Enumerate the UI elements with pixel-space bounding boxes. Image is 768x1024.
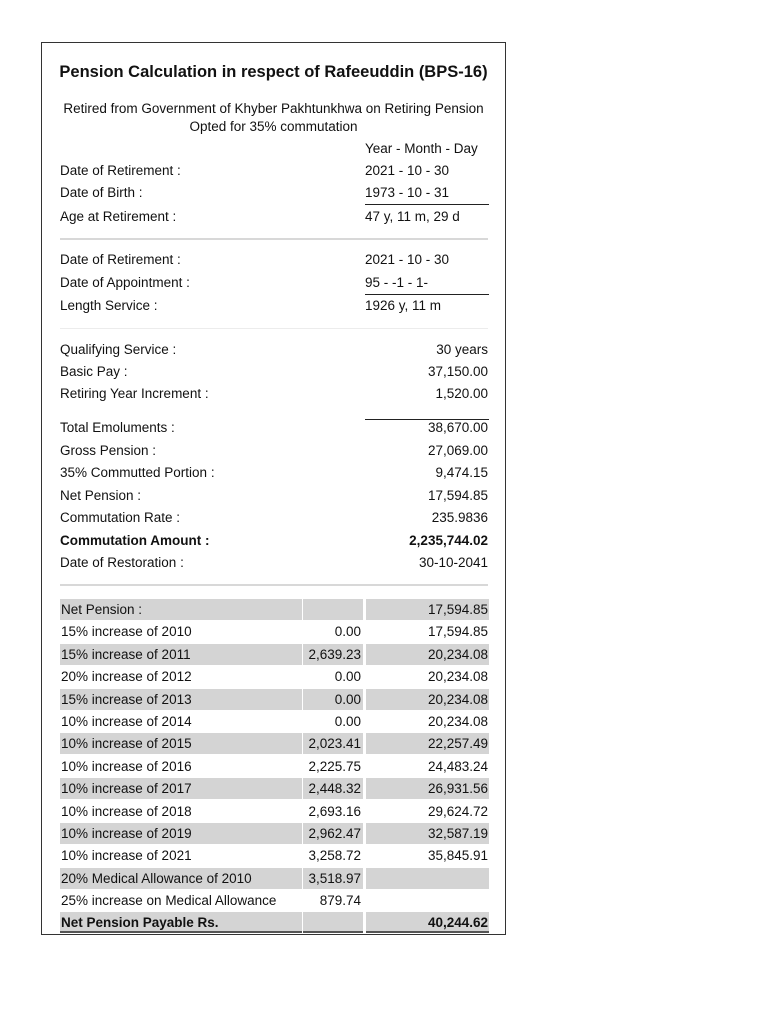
row-label: 10% increase of 2018 — [61, 803, 192, 819]
row-increase: 0.00 — [334, 713, 361, 729]
label: Length Service : — [60, 298, 158, 313]
row-increase: 0.00 — [334, 624, 361, 640]
row-label: 10% increase of 2014 — [61, 713, 192, 729]
table-row — [60, 711, 490, 733]
row-increase: 0.00 — [303, 689, 363, 710]
row-label: 15% increase of 2013 — [60, 689, 302, 710]
row-increase: 2,693.16 — [308, 803, 361, 819]
birth-row — [60, 182, 488, 204]
row-total: 17,594.85 — [427, 624, 488, 640]
label: Date of Retirement : — [60, 163, 181, 178]
subtitle-line-2: Opted for 35% commutation — [189, 119, 358, 134]
value: 30-10-2041 — [418, 555, 488, 570]
table-row — [60, 890, 490, 912]
table-row — [60, 823, 490, 845]
label: Date of Appointment : — [60, 275, 190, 290]
table-row — [60, 868, 490, 890]
value: 17,594.85 — [427, 488, 488, 503]
section-divider — [60, 584, 488, 586]
row-total: 32,587.19 — [366, 823, 489, 844]
row-total: 20,234.08 — [427, 669, 488, 685]
row-label: 10% increase of 2015 — [60, 733, 302, 754]
value: 2021 - 10 - 30 — [365, 252, 450, 267]
table-row — [60, 733, 490, 755]
age-result-row — [60, 206, 488, 228]
value: 30 years — [436, 342, 488, 357]
row-total — [366, 868, 489, 889]
label: Qualifying Service : — [60, 342, 177, 357]
row-label: 20% increase of 2012 — [61, 669, 192, 685]
label: Date of Retirement : — [60, 252, 181, 267]
row-label: Net Pension Payable Rs. — [60, 912, 302, 933]
table-row — [60, 778, 490, 800]
table-row — [60, 599, 490, 621]
year-month-day-header: Year - Month - Day — [365, 141, 478, 156]
table-row — [60, 644, 490, 666]
increment-row — [60, 383, 488, 405]
label: Net Pension : — [60, 488, 142, 503]
gross-pension-row — [60, 440, 488, 462]
row-label: 20% Medical Allowance of 2010 — [60, 868, 302, 889]
row-increase: 2,225.75 — [308, 758, 361, 774]
row-increase — [303, 912, 363, 933]
value: 47 y, 11 m, 29 d — [365, 209, 460, 224]
label: Commutation Amount : — [60, 533, 210, 548]
length-service-row — [60, 295, 488, 317]
row-increase: 2,448.32 — [303, 778, 363, 799]
commutation-amount-row — [60, 530, 488, 552]
document-title: Pension Calculation in respect of Rafeeuddin (BPS-16) — [59, 63, 488, 81]
appointment-row — [60, 272, 488, 294]
net-pension-row — [60, 485, 488, 507]
row-label: 10% increase of 2017 — [60, 778, 302, 799]
net-pension-payable-row — [60, 912, 490, 934]
value: 27,069.00 — [427, 443, 488, 458]
document-subtitle — [42, 100, 505, 136]
row-total: 35,845.91 — [427, 848, 488, 864]
value: 95 - -1 - 1- — [365, 275, 429, 290]
value: 2,235,744.02 — [409, 533, 488, 548]
row-label: 15% increase of 2010 — [61, 624, 192, 640]
emoluments-row — [60, 417, 488, 439]
row-increase: 3,258.72 — [308, 848, 361, 864]
label: Retiring Year Increment : — [60, 386, 209, 401]
label: Date of Restoration : — [60, 555, 184, 570]
row-label: Net Pension : — [60, 599, 302, 620]
row-label: 10% increase of 2016 — [61, 758, 192, 774]
label: Gross Pension : — [60, 443, 157, 458]
label: Age at Retirement : — [60, 209, 177, 224]
value: 2021 - 10 - 30 — [365, 163, 450, 178]
basic-pay-row — [60, 361, 488, 383]
commuted-portion-row — [60, 462, 488, 484]
row-label: 10% increase of 2019 — [60, 823, 302, 844]
row-increase: 879.74 — [319, 893, 361, 909]
table-row — [60, 689, 490, 711]
value: 1973 - 10 - 31 — [365, 185, 450, 200]
row-increase: 2,023.41 — [303, 733, 363, 754]
row-increase: 3,518.97 — [303, 868, 363, 889]
row-total: 22,257.49 — [366, 733, 489, 754]
subtitle-line-1: Retired from Government of Khyber Pakhtunkhwa on Retiring Pension — [63, 101, 484, 116]
value: 38,670.00 — [427, 420, 488, 435]
row-increase: 0.00 — [334, 669, 361, 685]
row-label: 15% increase of 2011 — [60, 644, 302, 665]
pension-document — [41, 42, 506, 935]
value: 235.9836 — [431, 510, 488, 525]
value: 37,150.00 — [427, 364, 488, 379]
label: Basic Pay : — [60, 364, 128, 379]
increase-table — [60, 599, 490, 935]
row-total: 24,483.24 — [427, 758, 488, 774]
value: 1926 y, 11 m — [365, 298, 442, 313]
row-total: 20,234.08 — [366, 644, 489, 665]
row-total: 17,594.85 — [366, 599, 489, 620]
table-row — [60, 666, 490, 688]
label: 35% Commutted Portion : — [60, 465, 215, 480]
row-total: 20,234.08 — [366, 689, 489, 710]
row-total: 26,931.56 — [366, 778, 489, 799]
row-increase: 2,639.23 — [303, 644, 363, 665]
row-label: 25% increase on Medical Allowance — [61, 893, 277, 909]
row-total: 20,234.08 — [427, 713, 488, 729]
label: Commutation Rate : — [60, 510, 181, 525]
table-row — [60, 756, 490, 778]
section-divider — [60, 238, 488, 240]
age-underline — [365, 204, 489, 205]
table-row — [60, 621, 490, 643]
qualifying-service-row — [60, 339, 488, 361]
age-retirement-row — [60, 160, 488, 182]
service-retirement-row — [60, 249, 488, 271]
age-header-row — [60, 138, 488, 160]
row-label: 10% increase of 2021 — [61, 848, 192, 864]
table-row — [60, 845, 490, 867]
value: 9,474.15 — [435, 465, 488, 480]
value: 1,520.00 — [435, 386, 488, 401]
section-divider — [60, 328, 488, 329]
row-total: 40,244.62 — [366, 912, 489, 933]
label: Total Emoluments : — [60, 420, 175, 435]
label: Date of Birth : — [60, 185, 143, 200]
row-total: 29,624.72 — [427, 803, 488, 819]
row-increase: 2,962.47 — [303, 823, 363, 844]
row-increase — [303, 599, 363, 620]
table-row — [60, 801, 490, 823]
row-total — [366, 890, 489, 911]
commutation-rate-row — [60, 507, 488, 529]
restoration-row — [60, 552, 488, 574]
